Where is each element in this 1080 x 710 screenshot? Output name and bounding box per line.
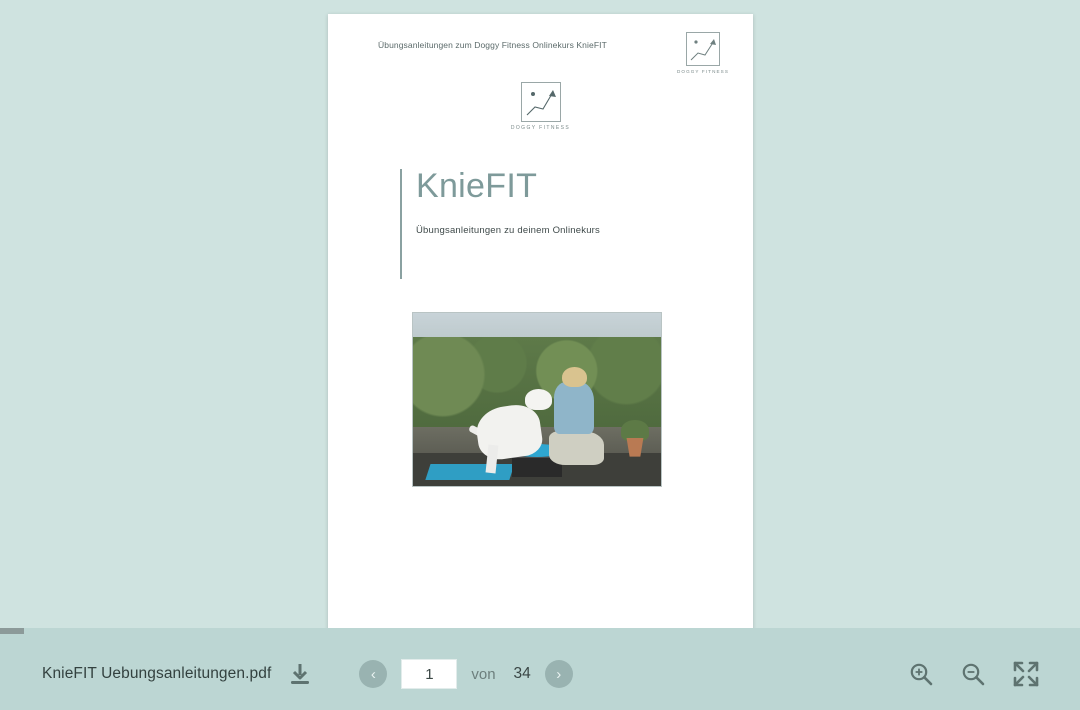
brand-logo-center — [503, 82, 579, 131]
previous-page-button[interactable]: ‹ — [359, 660, 387, 688]
page-navigation — [359, 659, 572, 689]
document-title-block — [400, 169, 700, 279]
fullscreen-icon[interactable] — [1012, 660, 1040, 688]
photo-person-legs — [549, 431, 604, 466]
document-title: KnieFIT — [416, 167, 538, 205]
cover-photo — [412, 312, 662, 487]
photo-person-torso — [554, 382, 594, 434]
scrollbar-thumb[interactable] — [0, 628, 24, 634]
page-total-label: 34 — [513, 665, 531, 682]
brand-logo-corner — [677, 32, 729, 74]
zoom-in-icon[interactable] — [908, 661, 934, 687]
logo-caption: DOGGY FITNESS — [677, 69, 729, 74]
file-name-label: KnieFIT Uebungsanleitungen.pdf — [42, 665, 272, 682]
pdf-toolbar — [0, 638, 1080, 710]
next-page-button[interactable]: › — [545, 660, 573, 688]
logo-mark-icon — [686, 32, 720, 66]
logo-caption: DOGGY FITNESS — [510, 125, 571, 131]
photo-person-head — [562, 367, 587, 388]
photo-training-mat — [425, 464, 514, 480]
zoom-out-icon[interactable] — [960, 661, 986, 687]
horizontal-scrollbar[interactable] — [0, 628, 1080, 638]
logo-mark-icon — [521, 82, 561, 122]
document-header-note: Übungsanleitungen zum Doggy Fitness Onlinekurs KnieFIT — [378, 40, 607, 50]
photo-dog-head — [525, 389, 552, 410]
view-controls — [908, 660, 1040, 688]
pdf-page-1 — [328, 14, 753, 630]
page-number-input[interactable] — [401, 659, 457, 689]
download-icon[interactable] — [287, 661, 313, 687]
document-subtitle: Übungsanleitungen zu deinem Onlinekurs — [416, 225, 600, 236]
page-of-label: von — [471, 665, 496, 683]
